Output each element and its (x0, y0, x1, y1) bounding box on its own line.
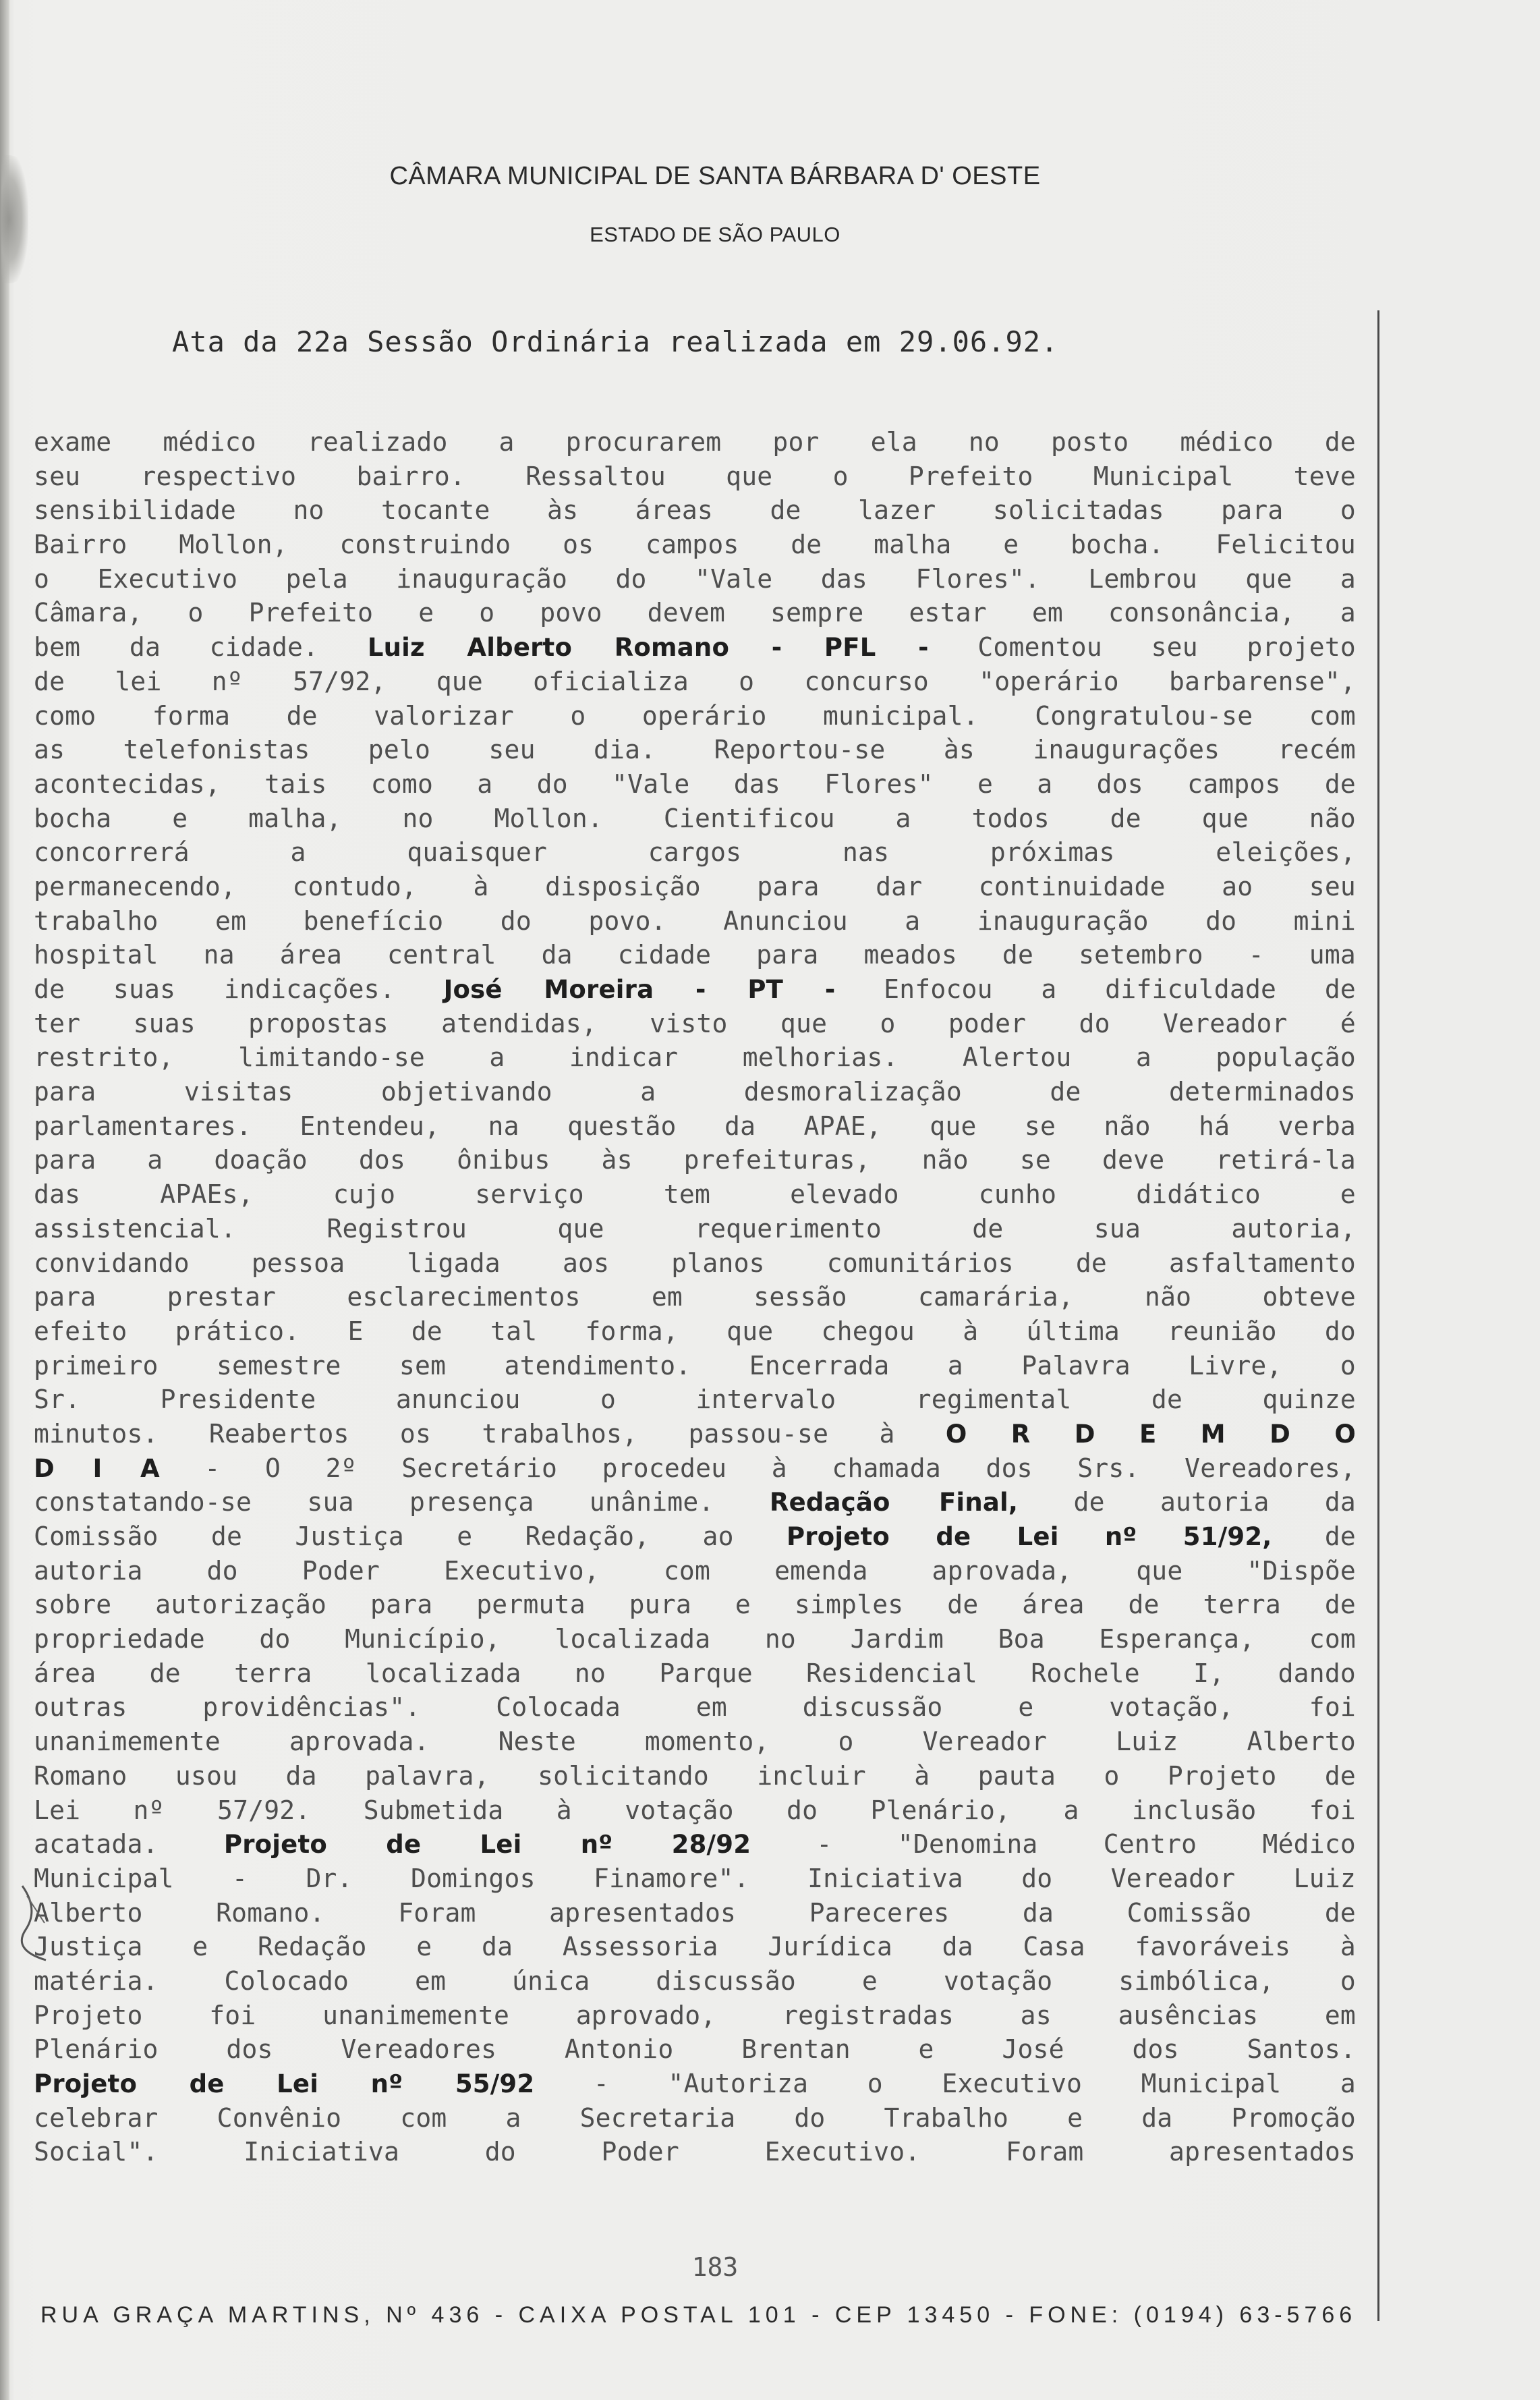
text-segment: ter suas propostas atendidas, visto que o poder do Vereador é (34, 1008, 1356, 1038)
text-line (34, 972, 1356, 1007)
text-line (34, 1143, 1356, 1177)
text-segment: Enfocou a dificuldade de (835, 974, 1356, 1004)
text-segment: acatada. (34, 1829, 224, 1860)
text-segment: restrito, limitando-se a indicar melhorias. Alertou a população (34, 1042, 1356, 1073)
text-line (34, 1827, 1356, 1862)
text-segment: Bairro Mollon, construindo os campos de malha e bocha. Felicitou (34, 530, 1356, 560)
text-line (34, 1246, 1356, 1281)
text-segment: minutos. Reabertos os trabalhos, passou-se à (34, 1418, 946, 1449)
text-segment: assistencial. Registrou que requerimento de sua autoria, (34, 1213, 1356, 1244)
text-line (34, 1964, 1356, 1999)
bold-text-segment: José Moreira - PT - (443, 975, 836, 1004)
institution-title: CÂMARA MUNICIPAL DE SANTA BÁRBARA D' OESTE (389, 162, 1041, 190)
text-line (34, 493, 1356, 528)
text-line (34, 1314, 1356, 1349)
text-segment: Projeto foi unanimemente aprovado, registradas as ausências em (34, 2000, 1356, 2030)
text-segment: celebrar Convênio com a Secretaria do Trabalho e da Promoção (34, 2102, 1356, 2133)
text-line (34, 665, 1356, 699)
text-line (34, 733, 1356, 767)
text-line (34, 1588, 1356, 1622)
text-line (34, 938, 1356, 972)
text-segment: concorrerá a quaisquer cargos nas próximas eleições, (34, 837, 1356, 868)
state-subtitle: ESTADO DE SÃO PAULO (590, 223, 840, 246)
text-segment: sensibilidade no tocante às áreas de lazer solicitadas para o (34, 495, 1356, 526)
text-segment: bocha e malha, no Mollon. Cientificou a todos de que não (34, 803, 1356, 833)
text-line (34, 1690, 1356, 1725)
text-segment: constatando-se sua presença unânime. (34, 1487, 770, 1517)
bold-text-segment: O R D E M D O (945, 1419, 1356, 1449)
text-line (34, 835, 1356, 870)
text-line (34, 596, 1356, 630)
text-segment: hospital na área central da cidade para meados de setembro - uma (34, 940, 1356, 970)
text-segment: efeito prático. E de tal forma, que chegou à última reunião do (34, 1316, 1356, 1346)
text-segment: unanimemente aprovada. Neste momento, o Vereador Luiz Alberto (34, 1727, 1356, 1757)
text-line (34, 1417, 1356, 1451)
text-line (34, 1349, 1356, 1383)
text-line (34, 1383, 1356, 1417)
text-segment: parlamentares. Entendeu, na questão da APAE, que se não há verba (34, 1111, 1356, 1141)
bold-text-segment: Projeto de Lei nº 28/92 (223, 1830, 751, 1860)
text-segment: primeiro semestre sem atendimento. Encerrada a Palavra Livre, o (34, 1350, 1356, 1380)
text-segment: das APAEs, cujo serviço tem elevado cunho didático e (34, 1179, 1356, 1210)
text-line (34, 1554, 1356, 1588)
bold-text-segment: D I A (34, 1453, 160, 1483)
body-text (34, 425, 1356, 2169)
text-segment: - "Denomina Centro Médico (751, 1829, 1356, 1860)
text-segment: Municipal - Dr. Domingos Finamore". Iniciativa do Vereador Luiz (34, 1863, 1356, 1893)
text-line (34, 1656, 1356, 1691)
text-line (34, 1007, 1356, 1041)
text-line (34, 904, 1356, 939)
text-segment: sobre autorização para permuta pura e simples de área de terra de (34, 1590, 1356, 1620)
text-segment: de autoria da (1018, 1487, 1356, 1517)
text-line (34, 1793, 1356, 1828)
text-segment: outras providências". Colocada em discussão e votação, foi (34, 1692, 1356, 1723)
text-segment: - "Autoriza o Executivo Municipal a (534, 2069, 1356, 2098)
text-segment: Alberto Romano. Foram apresentados Pareceres da Comissão de (34, 1897, 1356, 1928)
text-line (34, 1177, 1356, 1212)
text-line (34, 1280, 1356, 1314)
text-segment: bem da cidade. (34, 632, 368, 663)
text-segment: as telefonistas pelo seu dia. Reportou-se às inaugurações recém (34, 735, 1356, 765)
text-segment: de suas indicações. (34, 974, 444, 1004)
text-line (34, 1040, 1356, 1075)
text-line (34, 425, 1356, 459)
footer-address: RUA GRAÇA MARTINS, Nº 436 - CAIXA POSTAL 101 - CEP 13450 - FONE: (0194) 63-5766 (40, 2302, 1357, 2328)
text-line (34, 1930, 1356, 1964)
text-segment: convidando pessoa ligada aos planos comunitários de asfaltamento (34, 1248, 1356, 1278)
text-segment: de (1272, 1522, 1356, 1551)
bold-text-segment: Projeto de Lei nº 55/92 (34, 2069, 535, 2098)
text-line (34, 802, 1356, 836)
text-line (34, 767, 1356, 802)
text-segment: - O 2º Secretário procedeu à chamada dos Srs. Vereadores, (159, 1453, 1356, 1483)
text-line (34, 1725, 1356, 1759)
text-line (34, 870, 1356, 904)
text-segment: Sr. Presidente anunciou o intervalo regimental de quinze (34, 1385, 1356, 1415)
text-line (34, 1485, 1356, 1519)
text-segment: matéria. Colocado em única discussão e votação simbólica, o (34, 1965, 1356, 1996)
text-segment: para visitas objetivando a desmoralização de determinados (34, 1077, 1356, 1107)
text-line (34, 1759, 1356, 1793)
bold-text-segment: Projeto de Lei nº 51/92, (786, 1522, 1272, 1551)
text-line (34, 1451, 1356, 1486)
text-line (34, 1075, 1356, 1109)
text-line (34, 459, 1356, 494)
margin-rule (1377, 310, 1379, 2321)
bold-text-segment: Redação Final, (769, 1488, 1019, 1517)
text-segment: exame médico realizado a procurarem por ela no posto médico de (34, 427, 1356, 457)
text-segment: Câmara, o Prefeito e o povo devem sempre estar em consonância, a (34, 598, 1356, 628)
text-line (34, 562, 1356, 596)
text-segment: Justiça e Redação e da Assessoria Jurídica da Casa favoráveis à (34, 1932, 1356, 1962)
text-line (34, 1212, 1356, 1246)
text-line (34, 1109, 1356, 1144)
bold-text-segment: Luiz Alberto Romano - PFL - (367, 633, 929, 663)
text-line (34, 2135, 1356, 2169)
text-line (34, 2067, 1356, 2101)
text-line (34, 1519, 1356, 1554)
text-segment: propriedade do Município, localizada no Jardim Boa Esperança, com (34, 1624, 1356, 1654)
text-line (34, 1896, 1356, 1930)
text-segment: de lei nº 57/92, que oficializa o concurso "operário barbarense", (34, 666, 1356, 696)
text-segment: autoria do Poder Executivo, com emenda aprovada, que "Dispõe (34, 1555, 1356, 1586)
text-line (34, 630, 1356, 665)
text-segment: seu respectivo bairro. Ressaltou que o Prefeito Municipal teve (34, 461, 1356, 491)
text-segment: permanecendo, contudo, à disposição para dar continuidade ao seu (34, 871, 1356, 901)
text-segment: Social". Iniciativa do Poder Executivo. Foram apresentados (34, 2137, 1356, 2167)
text-line (34, 2032, 1356, 2067)
document-title: Ata da 22a Sessão Ordinária realizada em 29.06.92. (172, 325, 1059, 358)
text-segment: trabalho em benefício do povo. Anunciou a inauguração do mini (34, 905, 1356, 936)
text-line (34, 2101, 1356, 2136)
text-segment: Plenário dos Vereadores Antonio Brentan e José dos Santos. (34, 2034, 1356, 2065)
text-line (34, 528, 1356, 562)
text-segment: o Executivo pela inauguração do "Vale das Flores". Lembrou que a (34, 563, 1356, 594)
margin-mark-icon (19, 1882, 53, 1963)
page-number: 183 (691, 2252, 739, 2282)
text-line (34, 1862, 1356, 1896)
text-segment: Romano usou da palavra, solicitando incluir à pauta o Projeto de (34, 1760, 1356, 1791)
text-segment: como forma de valorizar o operário municipal. Congratulou-se com (34, 700, 1356, 731)
text-line (34, 699, 1356, 733)
text-segment: Comissão de Justiça e Redação, ao (34, 1522, 787, 1551)
page-binding-edge (0, 0, 9, 2400)
text-segment: Lei nº 57/92. Submetida à votação do Plenário, a inclusão foi (34, 1795, 1356, 1825)
text-line (34, 1999, 1356, 2033)
text-segment: Comentou seu projeto (928, 632, 1356, 663)
text-segment: área de terra localizada no Parque Residencial Rochele I, dando (34, 1658, 1356, 1688)
text-segment: para prestar esclarecimentos em sessão camarária, não obteve (34, 1282, 1356, 1312)
text-segment: acontecidas, tais como a do "Vale das Flores" e a dos campos de (34, 769, 1356, 799)
text-line (34, 1622, 1356, 1656)
text-segment: para a doação dos ônibus às prefeituras, não se deve retirá-la (34, 1145, 1356, 1175)
